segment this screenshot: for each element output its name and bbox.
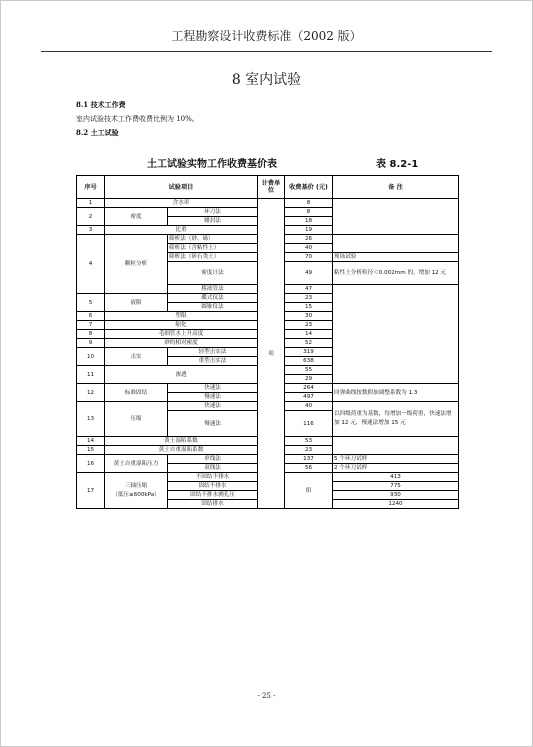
row-no: 9 bbox=[77, 339, 105, 348]
col-header-item: 试验项目 bbox=[105, 176, 258, 199]
table-title: 土工试验实物工作收费基价表 bbox=[147, 159, 277, 170]
row-price: 1240 bbox=[333, 500, 459, 509]
row-subitem: 移液管法 bbox=[168, 285, 258, 294]
row-subitem: 筛析法（碎石类土） bbox=[168, 253, 258, 262]
running-header: 工程勘察设计收费标准（2002 版） bbox=[171, 29, 362, 43]
table-row bbox=[77, 199, 459, 208]
row-no: 14 bbox=[77, 437, 105, 446]
row-subitem: 固结不排水测孔压 bbox=[168, 491, 258, 500]
table-number: 表 8.2-1 bbox=[376, 159, 419, 170]
row-item: 密度 bbox=[105, 208, 168, 226]
row-no: 3 bbox=[77, 226, 105, 235]
row-item: 黄土自重湿陷系数 bbox=[105, 446, 258, 455]
row-item: 含水率 bbox=[105, 199, 258, 208]
unit-cell: 项 bbox=[258, 199, 285, 509]
row-price: 14 bbox=[285, 330, 333, 339]
row-price: 775 bbox=[333, 482, 459, 491]
row-subitem: 慢速法 bbox=[168, 393, 258, 402]
remark-cell bbox=[333, 285, 459, 384]
col-header-seq: 序号 bbox=[77, 176, 105, 199]
col-header-price: 收费基价 (元) bbox=[285, 176, 333, 199]
row-subitem: 轻型击实法 bbox=[168, 348, 258, 357]
remark-cell: 粘性土分析粒径＜0.002mm 的，增加 12 元 bbox=[333, 262, 459, 285]
row-price: 30 bbox=[285, 312, 333, 321]
remark-cell: 5 个环刀试样 bbox=[333, 455, 459, 464]
remark-cell bbox=[333, 199, 459, 235]
row-no: 4 bbox=[77, 235, 105, 294]
row-price: 413 bbox=[333, 473, 459, 482]
row-subitem: 快速法 bbox=[168, 402, 258, 411]
row-subitem: 密度计法 bbox=[168, 262, 258, 285]
row-item: 缩化 bbox=[105, 321, 258, 330]
row-price: 55 bbox=[285, 366, 333, 375]
row-price: 8 bbox=[285, 208, 333, 217]
row-item: 砂的相对密度 bbox=[105, 339, 258, 348]
header-rule bbox=[41, 51, 492, 52]
row-no: 1 bbox=[77, 199, 105, 208]
row-subitem: 固结不排水 bbox=[168, 482, 258, 491]
remark-cell: 以四级荷重为基数，每增加一级荷重，快速法增加 12 元，慢速法增加 15 元 bbox=[333, 402, 459, 437]
row-no: 10 bbox=[77, 348, 105, 366]
remark-cell bbox=[333, 437, 459, 455]
row-subitem: 筛析法（含粘性土） bbox=[168, 244, 258, 253]
row-item: 液限 bbox=[105, 294, 168, 312]
row-no: 16 bbox=[77, 455, 105, 473]
row-subitem: 单线法 bbox=[168, 455, 258, 464]
row-subitem: 双线法 bbox=[168, 464, 258, 473]
row-no: 5 bbox=[77, 294, 105, 312]
row-item bbox=[105, 473, 168, 509]
row-price: 29 bbox=[285, 375, 333, 384]
row-item-line2: （低压≤600kPa） bbox=[112, 491, 160, 498]
row-price: 497 bbox=[285, 393, 333, 402]
remark-cell: 现场试验 bbox=[333, 253, 459, 262]
col-header-unit: 计费单位 bbox=[258, 176, 285, 199]
row-subitem: 蜡封法 bbox=[168, 217, 258, 226]
row-item: 黄土湿陷系数 bbox=[105, 437, 258, 446]
row-price: 40 bbox=[285, 244, 333, 253]
remark-cell: 2 个环刀试样 bbox=[333, 464, 459, 473]
row-item: 颗粒分析 bbox=[105, 235, 168, 294]
row-no: 12 bbox=[77, 384, 105, 402]
row-price: 53 bbox=[285, 437, 333, 446]
row-price: 23 bbox=[285, 294, 333, 303]
row-price: 56 bbox=[285, 464, 333, 473]
row-item: 击实 bbox=[105, 348, 168, 366]
row-item: 黄土自重湿陷压力 bbox=[105, 455, 168, 473]
row-subitem: 筛析法（砂、砾） bbox=[168, 235, 258, 244]
row-no: 11 bbox=[77, 366, 105, 384]
remark-cell: 回弹曲线按数附加调整系数为 1.3 bbox=[333, 384, 459, 402]
row-item: 标准固结 bbox=[105, 384, 168, 402]
row-price: 8 bbox=[285, 199, 333, 208]
row-item: 比重 bbox=[105, 226, 258, 235]
row-subitem: 慢速法 bbox=[168, 411, 258, 437]
row-price: 638 bbox=[285, 357, 333, 366]
row-price: 52 bbox=[285, 339, 333, 348]
row-price: 264 bbox=[285, 384, 333, 393]
row-subitem: 快速法 bbox=[168, 384, 258, 393]
subsection-8-2: 8.2 土工试验 bbox=[76, 128, 119, 137]
section-title: 8 室内试验 bbox=[231, 72, 302, 88]
row-subitem: 重型击实法 bbox=[168, 357, 258, 366]
subsection-8-1: 8.1 技术工作费 bbox=[76, 100, 126, 109]
row-no: 13 bbox=[77, 402, 105, 437]
row-subitem: 固结排水 bbox=[168, 500, 258, 509]
row-price: 137 bbox=[285, 455, 333, 464]
col-header-remark: 备 注 bbox=[333, 176, 459, 199]
row-item: 塑限 bbox=[105, 312, 258, 321]
row-price: 116 bbox=[285, 411, 333, 437]
remark-cell bbox=[333, 235, 459, 253]
row-price: 18 bbox=[285, 217, 333, 226]
row-price: 15 bbox=[285, 303, 333, 312]
row-no: 6 bbox=[77, 312, 105, 321]
row-no: 7 bbox=[77, 321, 105, 330]
row-price: 23 bbox=[285, 321, 333, 330]
row-no: 15 bbox=[77, 446, 105, 455]
row-no: 8 bbox=[77, 330, 105, 339]
row-price: 19 bbox=[285, 226, 333, 235]
row-price: 319 bbox=[285, 348, 333, 357]
row-price: 70 bbox=[285, 253, 333, 262]
row-no: 2 bbox=[77, 208, 105, 226]
row-item-line1: 三轴压缩 bbox=[124, 482, 148, 489]
row-subitem: 圆锥仪法 bbox=[168, 303, 258, 312]
row-price: 49 bbox=[285, 262, 333, 285]
row-subitem: 环刀法 bbox=[168, 208, 258, 217]
row-item: 毛细管水上升高度 bbox=[105, 330, 258, 339]
row-price: 930 bbox=[333, 491, 459, 500]
fee-table bbox=[76, 175, 458, 509]
row-subitem: 不固结不排水 bbox=[168, 473, 258, 482]
row-price: 40 bbox=[285, 402, 333, 411]
page-number: - 25 - bbox=[257, 692, 276, 700]
row-price: 23 bbox=[285, 446, 333, 455]
row-item: 压缩 bbox=[105, 402, 168, 437]
row-subitem: 碟式仪法 bbox=[168, 294, 258, 303]
row-item: 渗透 bbox=[105, 366, 258, 384]
table-header-row bbox=[77, 176, 459, 199]
row-price: 26 bbox=[285, 235, 333, 244]
subsection-8-1-text: 室内试验技术工作费收费比例为 10%。 bbox=[76, 115, 199, 123]
row-price: 47 bbox=[285, 285, 333, 294]
unit-cell: 组 bbox=[285, 473, 333, 509]
row-no: 17 bbox=[77, 473, 105, 509]
